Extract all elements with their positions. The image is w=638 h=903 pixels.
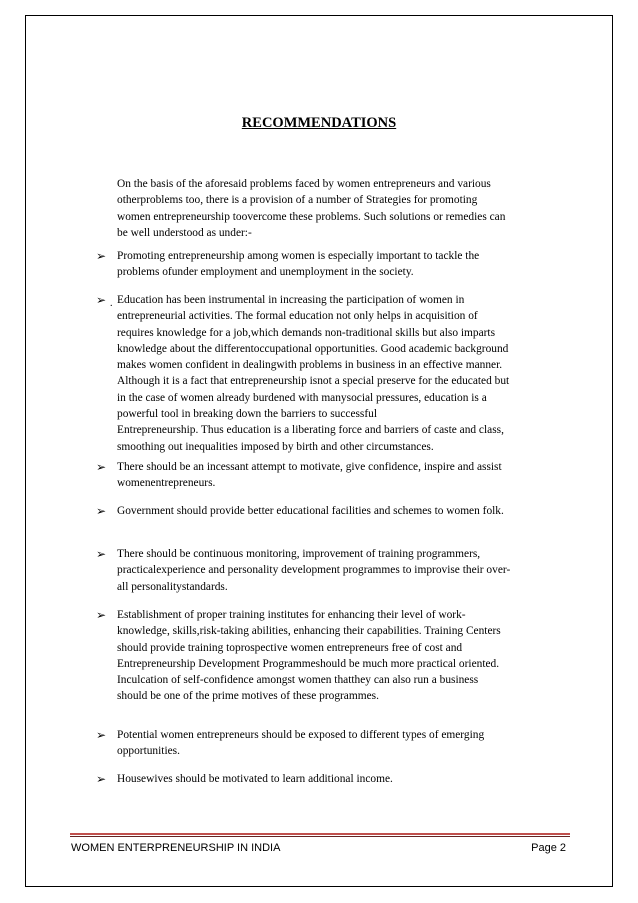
text-line: Potential women entrepreneurs should be exposed to different types of emerging bbox=[117, 729, 485, 741]
arrow-bullet-icon: ➢ bbox=[96, 293, 107, 307]
arrow-bullet-icon: ➢ bbox=[96, 728, 107, 742]
arrow-bullet-icon: ➢ bbox=[96, 772, 107, 786]
intro-paragraph bbox=[117, 176, 545, 241]
text-line: Although it is a fact that entrepreneurship isnot a special preserve for the educated but bbox=[117, 375, 510, 388]
list-item bbox=[117, 607, 545, 705]
text-line: requires knowledge for a job,which demands non-traditional skills but also imparts bbox=[117, 326, 496, 339]
text-line: knowledge about the differentoccupational opportunities. Good academic background bbox=[117, 342, 509, 355]
text-line: smoothing out inequalities imposed by birth and other circumstances. bbox=[117, 440, 434, 453]
page-title: RECOMMENDATIONS bbox=[241, 115, 397, 131]
text-line: be well understood as under:- bbox=[117, 226, 252, 239]
arrow-bullet-icon: ➢ bbox=[96, 249, 107, 263]
text-line: On the basis of the aforesaid problems faced by women entrepreneurs and various bbox=[117, 178, 491, 190]
list-item bbox=[117, 459, 545, 492]
list-item bbox=[117, 727, 545, 760]
arrow-bullet-icon: ➢ bbox=[96, 608, 107, 622]
text-line: Education has been instrumental in increasing the participation of women in bbox=[117, 294, 465, 306]
list-item bbox=[117, 503, 545, 519]
text-line: There should be an incessant attempt to motivate, give confidence, inspire and assist bbox=[117, 461, 502, 473]
text-line: practicalexperience and personality development programmes to improvise their over- bbox=[117, 564, 511, 577]
text-line: opportunities. bbox=[117, 745, 180, 758]
text-line: in the case of women already burdened with manysocial pressures, education is a bbox=[117, 391, 487, 404]
arrow-bullet-icon: ➢ bbox=[96, 460, 107, 474]
arrow-bullet-icon: ➢ bbox=[96, 504, 107, 518]
text-line: Entrepreneurship Development Programmeshould be much more practical oriented. bbox=[117, 657, 500, 670]
text-line: Establishment of proper training institutes for enhancing their level of work- bbox=[117, 609, 466, 621]
page-number: Page 2 bbox=[531, 842, 566, 854]
text-line: Inculcation of self-confidence amongst women thatthey can also run a business bbox=[117, 674, 479, 687]
text-line: all personalitystandards. bbox=[117, 580, 228, 593]
list-item bbox=[117, 292, 545, 455]
list-item bbox=[117, 248, 545, 281]
text-line: knowledge, skills,risk-taking abilities, enhancing their capabilities. Training Centers bbox=[117, 625, 501, 638]
footer-rule-secondary bbox=[70, 836, 570, 837]
text-line: women entrepreneurship toovercome these problems. Such solutions or remedies can bbox=[117, 210, 506, 223]
text-line: Government should provide better educational facilities and schemes to women folk. bbox=[117, 505, 504, 517]
text-line: entrepreneurial activities. The formal education not only helps in acquisition of bbox=[117, 310, 478, 323]
text-line: should be one of the prime motives of these programmes. bbox=[117, 690, 379, 703]
stray-dot: . bbox=[110, 298, 113, 309]
text-line: Promoting entrepreneurship among women is especially important to tackle the bbox=[117, 250, 480, 262]
text-line: otherproblems too, there is a provision of a number of Strategies for promoting bbox=[117, 194, 478, 207]
text-line: powerful tool in breaking down the barriers to successful bbox=[117, 408, 378, 421]
arrow-bullet-icon: ➢ bbox=[96, 547, 107, 561]
text-line: makes women confident in dealingwith problems in business in an effective manner. bbox=[117, 359, 503, 372]
text-line: should provide training toprospective women entrepreneurs free of cost and bbox=[117, 641, 463, 654]
text-line: problems ofunder employment and unemployment in the society. bbox=[117, 266, 414, 279]
footer-title: WOMEN ENTERPRENEURSHIP IN INDIA bbox=[71, 842, 281, 854]
footer-rule bbox=[70, 833, 570, 835]
text-line: Housewives should be motivated to learn additional income. bbox=[117, 773, 393, 785]
list-item bbox=[117, 546, 545, 595]
list-item bbox=[117, 771, 545, 787]
text-line: Entrepreneurship. Thus education is a liberating force and barriers of caste and class, bbox=[117, 424, 504, 437]
text-line: womenentrepreneurs. bbox=[117, 477, 216, 490]
text-line: There should be continuous monitoring, improvement of training programmers, bbox=[117, 548, 481, 560]
